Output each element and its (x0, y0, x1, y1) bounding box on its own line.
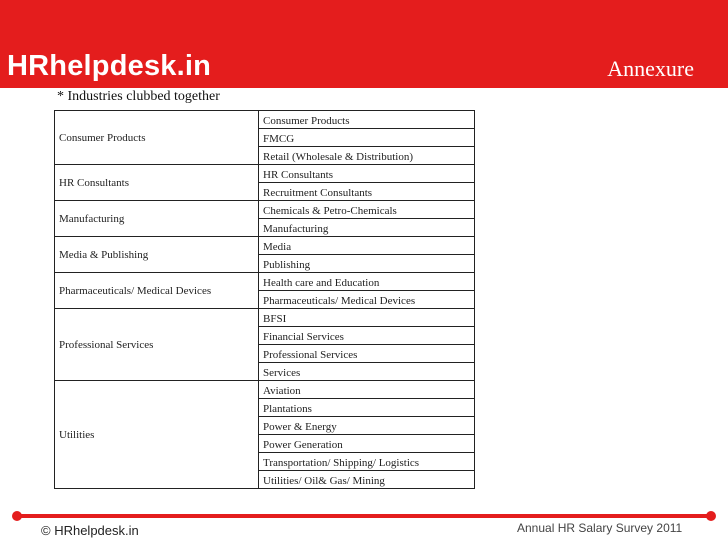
table-row (55, 273, 475, 291)
footer-divider-end-right (706, 511, 716, 521)
group-cell: Consumer Products (55, 111, 259, 165)
industry-cell: BFSI (259, 309, 475, 327)
industry-cell: Pharmaceuticals/ Medical Devices (259, 291, 475, 309)
industry-cell: Transportation/ Shipping/ Logistics (259, 453, 475, 471)
industry-cell: Manufacturing (259, 219, 475, 237)
section-title: Annexure (607, 56, 694, 81)
industry-cell: HR Consultants (259, 165, 475, 183)
industry-cell: FMCG (259, 129, 475, 147)
industry-cell: Publishing (259, 255, 475, 273)
group-cell: Media & Publishing (55, 237, 259, 273)
brand-title: HRhelpdesk.in (7, 50, 212, 82)
table-row (55, 111, 475, 129)
footer-copyright: © HRhelpdesk.in (41, 523, 139, 538)
table-row (55, 201, 475, 219)
industry-cell: Utilities/ Oil& Gas/ Mining (259, 471, 475, 489)
group-cell: Professional Services (55, 309, 259, 381)
group-cell: HR Consultants (55, 165, 259, 201)
table-row (55, 237, 475, 255)
industry-cell: Chemicals & Petro-Chemicals (259, 201, 475, 219)
industry-cell: Media (259, 237, 475, 255)
industry-cell: Power Generation (259, 435, 475, 453)
group-cell: Utilities (55, 381, 259, 489)
table-note: * Industries clubbed together (57, 89, 220, 104)
industry-cell: Financial Services (259, 327, 475, 345)
industry-cell: Aviation (259, 381, 475, 399)
group-cell: Pharmaceuticals/ Medical Devices (55, 273, 259, 309)
table-row (55, 165, 475, 183)
footer-divider (14, 514, 712, 518)
industry-cell: Services (259, 363, 475, 381)
industry-table (54, 110, 475, 489)
industry-cell: Recruitment Consultants (259, 183, 475, 201)
header-bar (0, 0, 728, 88)
table-row (55, 309, 475, 327)
industry-cell: Plantations (259, 399, 475, 417)
industry-cell: Health care and Education (259, 273, 475, 291)
industry-cell: Professional Services (259, 345, 475, 363)
group-cell: Manufacturing (55, 201, 259, 237)
industry-cell: Retail (Wholesale & Distribution) (259, 147, 475, 165)
industry-cell: Power & Energy (259, 417, 475, 435)
industry-table-body (55, 111, 475, 489)
industry-cell: Consumer Products (259, 111, 475, 129)
footer-survey-title: Annual HR Salary Survey 2011 (517, 521, 683, 535)
table-row (55, 381, 475, 399)
footer-divider-end-left (12, 511, 22, 521)
